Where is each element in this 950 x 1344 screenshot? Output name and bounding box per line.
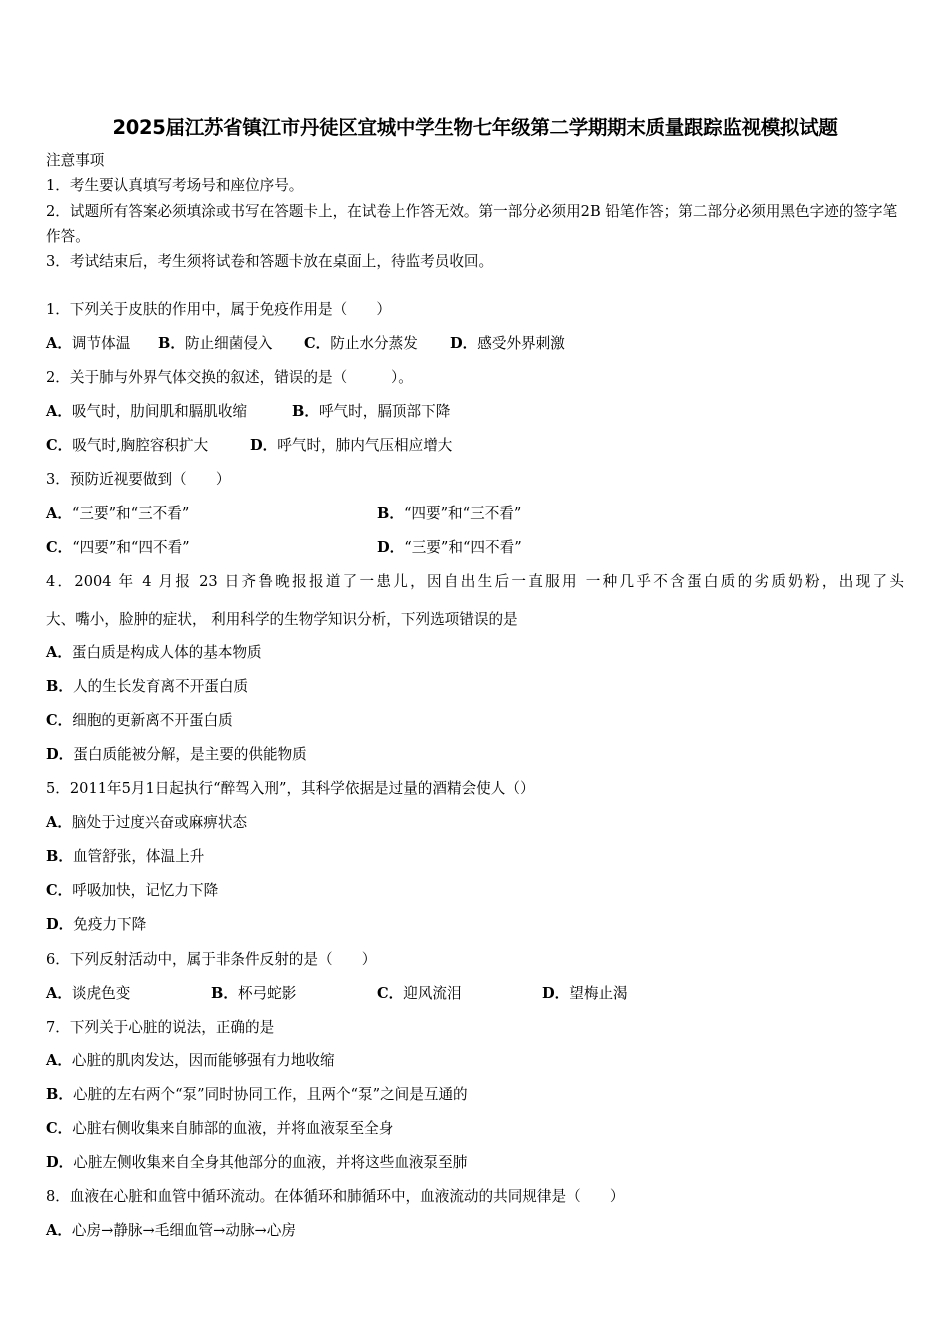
option-2d: D．呼气时，肺内气压相应增大 xyxy=(250,437,453,454)
option-6d: D．望梅止渴 xyxy=(542,985,628,1002)
question-stem-4-line2: 大、嘴小，脸肿的症状， 利用科学的生物学知识分析，下列选项错误的是 xyxy=(46,611,518,628)
option-5a: A．脑处于过度兴奋或麻痹状态 xyxy=(46,814,248,831)
option-1b: B．防止细菌侵入 xyxy=(158,335,273,352)
question-stem-4-line1: 4．2004 年 4 月报 23 日齐鲁晚报报道了一患儿，因自出生后一直服用 一种几乎不含蛋白质的劣质奶粉，出现了头 xyxy=(46,573,904,590)
question-stem-6: 6．下列反射活动中，属于非条件反射的是（ ） xyxy=(46,951,377,968)
question-stem-3: 3．预防近视要做到（ ） xyxy=(46,471,231,488)
option-6b: B．杯弓蛇影 xyxy=(211,985,297,1002)
option-4c: C．细胞的更新离不开蛋白质 xyxy=(46,712,233,729)
notice-item: 1．考生要认真填写考场号和座位序号。 xyxy=(46,177,304,194)
option-4b: B．人的生长发育离不开蛋白质 xyxy=(46,678,249,695)
page-title: 2025届江苏省镇江市丹徒区宜城中学生物七年级第二学期期末质量跟踪监视模拟试题 xyxy=(112,116,838,139)
option-7b: B．心脏的左右两个“泵”同时协同工作，且两个“泵”之间是互通的 xyxy=(46,1086,468,1103)
option-8a: A．心房→静脉→毛细血管→动脉→心房 xyxy=(46,1222,296,1239)
notice-item: 3．考试结束后，考生须将试卷和答题卡放在桌面上，待监考员收回。 xyxy=(46,253,494,270)
option-7d: D．心脏左侧收集来自全身其他部分的血液，并将这些血液泵至肺 xyxy=(46,1154,468,1171)
option-3b: B．“四要”和“三不看” xyxy=(377,505,522,522)
question-stem-1: 1．下列关于皮肤的作用中，属于免疫作用是（ ） xyxy=(46,301,391,318)
option-2a: A．吸气时，肋间肌和膈肌收缩 xyxy=(46,403,248,420)
option-1d: D．感受外界刺激 xyxy=(450,335,565,352)
option-2c: C．吸气时,胸腔容积扩大 xyxy=(46,437,209,454)
option-5d: D．免疫力下降 xyxy=(46,916,147,933)
option-7c: C．心脏右侧收集来自肺部的血液，并将血液泵至全身 xyxy=(46,1120,394,1137)
question-stem-2: 2．关于肺与外界气体交换的叙述，错误的是（ ）。 xyxy=(46,369,413,386)
question-stem-7: 7．下列关于心脏的说法，正确的是 xyxy=(46,1019,275,1036)
question-stem-5: 5．2011年5月1日起执行“醉驾入刑”，其科学依据是过量的酒精会使人（） xyxy=(46,780,535,797)
option-1c: C．防止水分蒸发 xyxy=(304,335,418,352)
option-3c: C．“四要”和“四不看” xyxy=(46,539,190,556)
option-6a: A．谈虎色变 xyxy=(46,985,131,1002)
option-2b: B．呼气时，膈顶部下降 xyxy=(292,403,451,420)
option-3a: A．“三要”和“三不看” xyxy=(46,505,190,522)
option-5b: B．血管舒张，体温上升 xyxy=(46,848,205,865)
option-5c: C．呼吸加快，记忆力下降 xyxy=(46,882,219,899)
option-1a: A．调节体温 xyxy=(46,335,131,352)
option-4d: D．蛋白质能被分解，是主要的供能物质 xyxy=(46,746,307,763)
question-stem-8: 8．血液在心脏和血管中循环流动。在体循环和肺循环中，血液流动的共同规律是（ ） xyxy=(46,1188,625,1205)
option-3d: D．“三要”和“四不看” xyxy=(377,539,522,556)
option-4a: A．蛋白质是构成人体的基本物质 xyxy=(46,644,262,661)
option-6c: C．迎风流泪 xyxy=(377,985,462,1002)
option-7a: A．心脏的肌肉发达，因而能够强有力地收缩 xyxy=(46,1052,335,1069)
notice-heading: 注意事项 xyxy=(46,152,105,169)
notice-item: 2．试题所有答案必须填涂或书写在答题卡上，在试卷上作答无效。第一部分必须用2B 铅笔作答；第二部分必须用黑色字迹的签字笔作答。 xyxy=(46,203,898,245)
